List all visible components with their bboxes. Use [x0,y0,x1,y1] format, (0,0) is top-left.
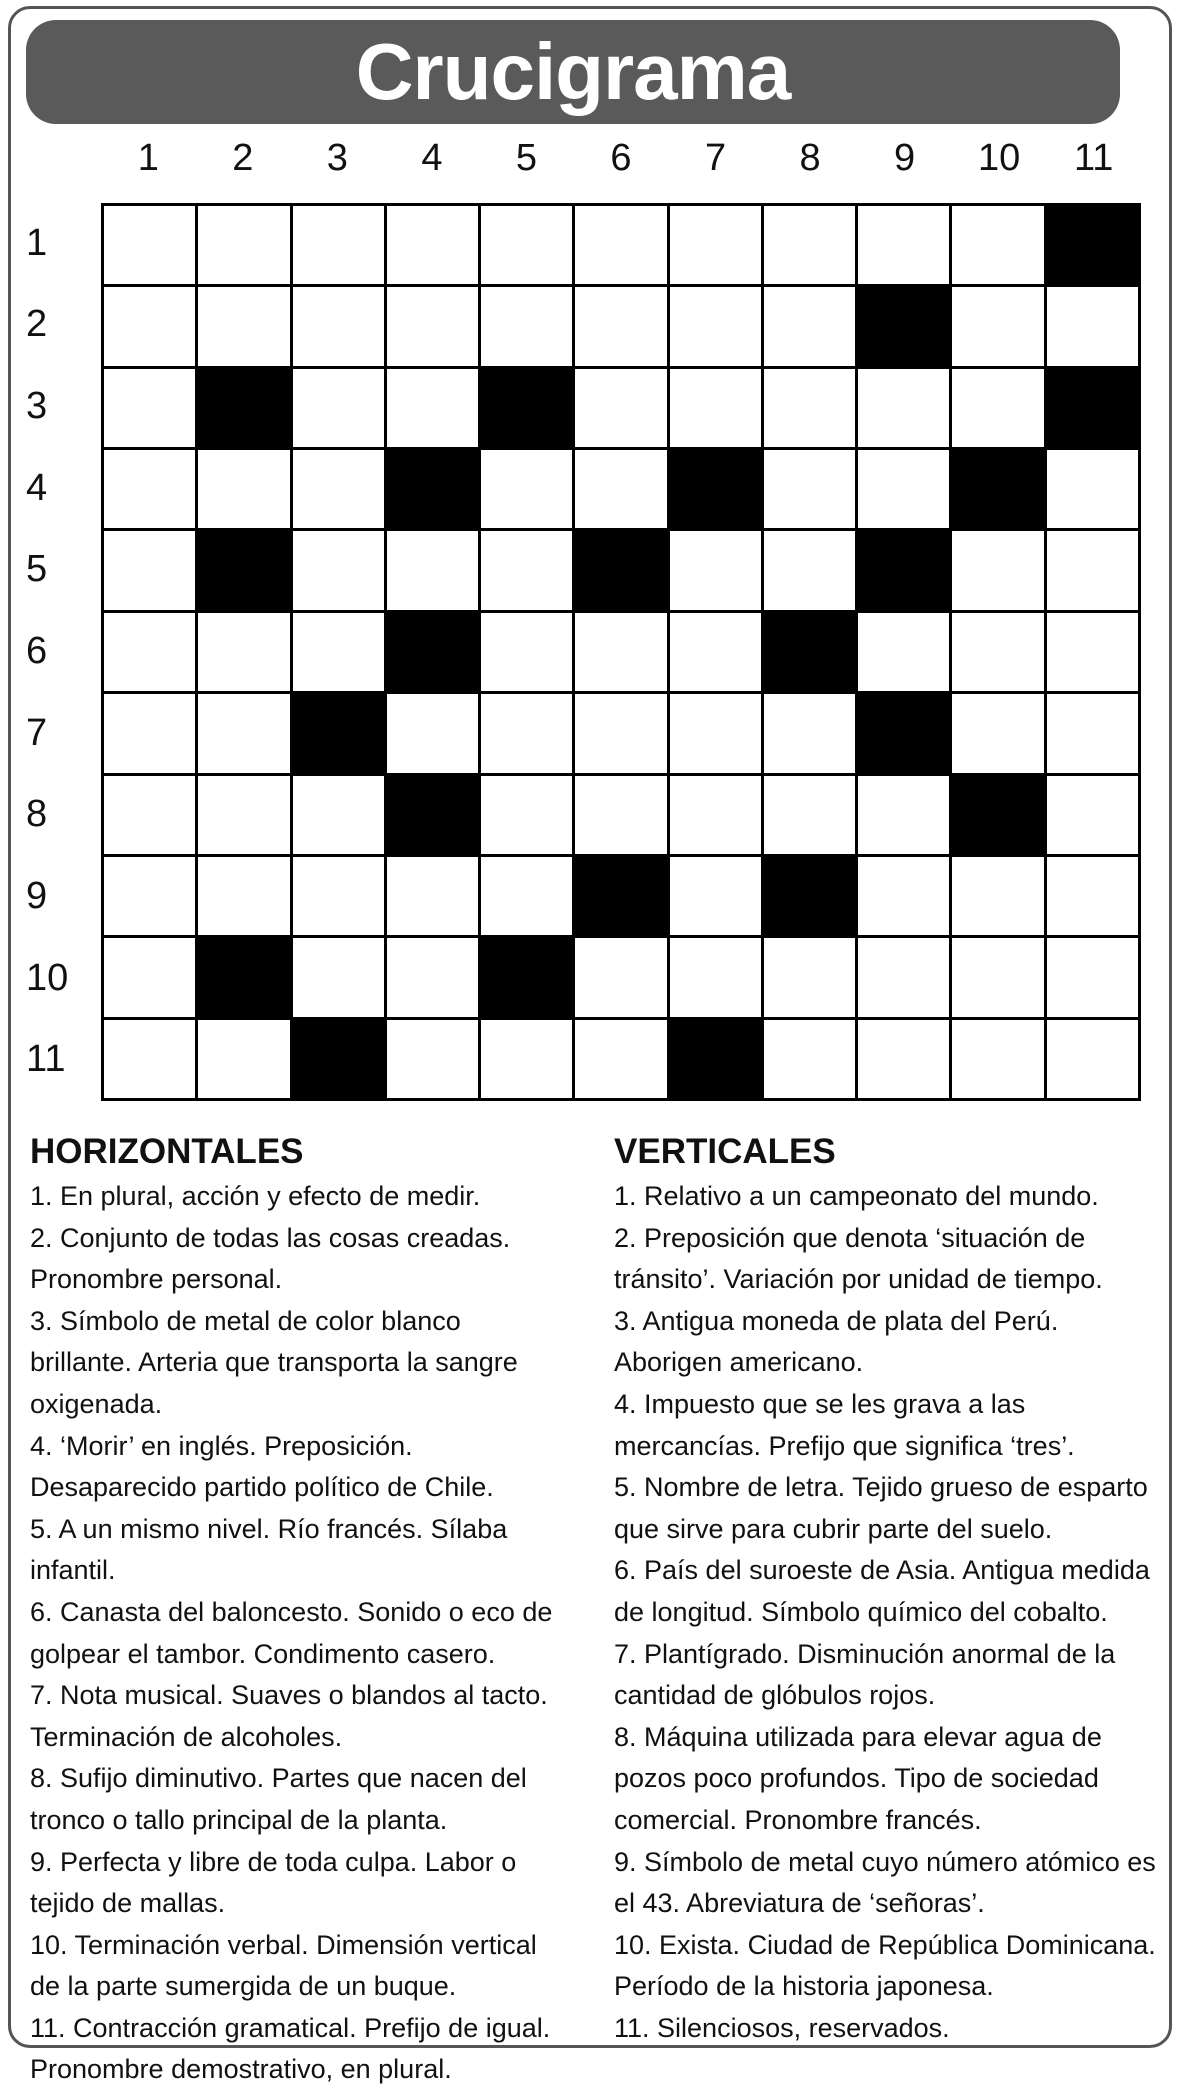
white-cell[interactable] [104,857,195,935]
black-cell [481,938,572,1016]
horizontal-clues [30,1130,570,2091]
white-cell[interactable] [1047,531,1138,609]
white-cell[interactable] [387,1020,478,1098]
white-cell[interactable] [104,369,195,447]
white-cell[interactable] [858,1020,949,1098]
white-cell[interactable] [575,694,666,772]
white-cell[interactable] [952,287,1043,365]
black-cell [198,369,289,447]
clue-v-1: 1. Relativo a un campeonato del mundo. [614,1181,1099,1211]
vertical-clues [614,1130,1159,2049]
clue-h-7: 7. Nota musical. Suaves o blandos al tacto. Terminación de alcoholes. [30,1680,548,1752]
black-cell [858,694,949,772]
black-cell [764,613,855,691]
white-cell[interactable] [104,531,195,609]
white-cell[interactable] [858,776,949,854]
white-cell[interactable] [764,206,855,284]
column-number: 1 [137,137,159,179]
white-cell[interactable] [387,694,478,772]
black-cell [670,1020,761,1098]
column-number: 9 [894,137,916,179]
black-cell [1047,206,1138,284]
white-cell[interactable] [104,694,195,772]
white-cell[interactable] [293,857,384,935]
clue-v-4: 4. Impuesto que se les grava a las mercancías. Prefijo que significa ‘tres’. [614,1388,1075,1461]
row-number: 9 [26,874,48,917]
black-cell [293,1020,384,1098]
black-cell [1047,369,1138,447]
white-cell[interactable] [1047,857,1138,935]
white-cell[interactable] [198,1020,289,1098]
black-cell [952,450,1043,528]
white-cell[interactable] [670,613,761,691]
column-number: 11 [1073,137,1114,179]
white-cell[interactable] [1047,694,1138,772]
clue-v-9: 9. Símbolo de metal cuyo número atómico es el 43. Abreviatura de ‘señoras’. [614,1846,1156,1919]
white-cell[interactable] [293,206,384,284]
black-cell [858,531,949,609]
white-cell[interactable] [481,857,572,935]
white-cell[interactable] [293,938,384,1016]
clue-h-5: 5. A un mismo nivel. Río francés. Sílaba infantil. [30,1513,508,1586]
column-number: 10 [978,137,1021,179]
clue-h-2: 2. Conjunto de todas las cosas creadas. Pronombre personal. [30,1222,511,1295]
white-cell[interactable] [387,857,478,935]
clue-h-6: 6. Canasta del baloncesto. Sonido o eco de golpear el tambor. Condimento casero. [30,1596,553,1669]
white-cell[interactable] [764,531,855,609]
white-cell[interactable] [198,287,289,365]
white-cell[interactable] [481,1020,572,1098]
clue-h-4: 4. ‘Morir’ en inglés. Preposición. Desaparecido partido político de Chile. [30,1430,494,1503]
white-cell[interactable] [575,206,666,284]
black-cell [575,857,666,935]
white-cell[interactable] [575,1020,666,1098]
white-cell[interactable] [104,776,195,854]
horizontal-heading: HORIZONTALES [30,1132,304,1171]
white-cell[interactable] [764,1020,855,1098]
white-cell[interactable] [575,287,666,365]
white-cell[interactable] [764,776,855,854]
white-cell[interactable] [764,694,855,772]
white-cell[interactable] [198,613,289,691]
row-number: 3 [26,385,48,428]
white-cell[interactable] [764,450,855,528]
white-cell[interactable] [670,857,761,935]
black-cell [481,369,572,447]
white-cell[interactable] [104,1020,195,1098]
column-number: 2 [232,137,254,179]
clue-h-9: 9. Perfecta y libre de toda culpa. Labor o tejido de mallas. [30,1846,517,1919]
white-cell[interactable] [104,613,195,691]
black-cell [670,450,761,528]
white-cell[interactable] [104,287,195,365]
white-cell[interactable] [293,531,384,609]
white-cell[interactable] [858,450,949,528]
title-banner [26,20,1120,124]
white-cell[interactable] [293,369,384,447]
white-cell[interactable] [952,1020,1043,1098]
white-cell[interactable] [104,450,195,528]
crossword-grid [101,203,1141,1101]
white-cell[interactable] [764,938,855,1016]
column-number: 5 [515,137,537,179]
column-number: 4 [421,137,443,179]
white-cell[interactable] [104,938,195,1016]
white-cell[interactable] [858,206,949,284]
white-cell[interactable] [387,287,478,365]
black-cell [387,450,478,528]
clue-v-2: 2. Preposición que denota ‘situación de tránsito’. Variación por unidad de tiempo. [614,1222,1103,1295]
vertical-heading: VERTICALES [614,1132,836,1171]
column-number: 7 [704,137,727,179]
white-cell[interactable] [198,450,289,528]
white-cell[interactable] [670,369,761,447]
white-cell[interactable] [952,938,1043,1016]
row-number: 4 [26,466,48,509]
clue-v-6: 6. País del suroeste de Asia. Antigua medida de longitud. Símbolo químico del cobalto. [614,1555,1150,1627]
black-cell [293,694,384,772]
white-cell[interactable] [575,776,666,854]
white-cell[interactable] [952,857,1043,935]
white-cell[interactable] [858,938,949,1016]
white-cell[interactable] [858,369,949,447]
white-cell[interactable] [481,531,572,609]
white-cell[interactable] [198,857,289,935]
black-cell [764,857,855,935]
white-cell[interactable] [481,206,572,284]
white-cell[interactable] [387,369,478,447]
white-cell[interactable] [198,206,289,284]
white-cell[interactable] [387,938,478,1016]
white-cell[interactable] [670,776,761,854]
white-cell[interactable] [670,938,761,1016]
clue-v-11: 11. Silenciosos, reservados. [614,2012,950,2043]
column-number: 3 [326,137,348,179]
white-cell[interactable] [387,531,478,609]
white-cell[interactable] [670,287,761,365]
white-cell[interactable] [481,613,572,691]
black-cell [387,776,478,854]
clue-v-7: 7. Plantígrado. Disminución anormal de la cantidad de glóbulos rojos. [614,1638,1116,1711]
black-cell [952,776,1043,854]
column-numbers [101,137,1141,187]
clue-h-3: 3. Símbolo de metal de color blanco brillante. Arteria que transporta la sangre oxigenada. [30,1305,518,1419]
clue-v-8: 8. Máquina utilizada para elevar agua de pozos poco profundos. Tipo de sociedad comercial. Pronombre francés. [614,1721,1102,1835]
white-cell[interactable] [387,206,478,284]
white-cell[interactable] [293,287,384,365]
white-cell[interactable] [481,287,572,365]
white-cell[interactable] [481,776,572,854]
white-cell[interactable] [764,369,855,447]
white-cell[interactable] [1047,1020,1138,1098]
white-cell[interactable] [858,857,949,935]
white-cell[interactable] [104,206,195,284]
white-cell[interactable] [1047,613,1138,691]
white-cell[interactable] [858,613,949,691]
white-cell[interactable] [575,938,666,1016]
clue-h-10: 10. Terminación verbal. Dimensión vertical de la parte sumergida de un buque. [30,1929,537,2002]
white-cell[interactable] [293,450,384,528]
row-number: 7 [26,711,48,754]
black-cell [198,938,289,1016]
white-cell[interactable] [952,613,1043,691]
clue-v-3: 3. Antigua moneda de plata del Perú. Aborigen americano. [614,1305,1059,1378]
clue-h-11: 11. Contracción gramatical. Prefijo de igual. Pronombre demostrativo, en plural. [30,2012,551,2085]
row-number: 1 [26,221,48,264]
white-cell[interactable] [198,776,289,854]
row-number: 11 [26,1038,66,1081]
white-cell[interactable] [481,694,572,772]
white-cell[interactable] [1047,776,1138,854]
white-cell[interactable] [952,694,1043,772]
white-cell[interactable] [1047,450,1138,528]
white-cell[interactable] [575,369,666,447]
black-cell [387,613,478,691]
column-number: 6 [610,137,632,179]
white-cell[interactable] [481,450,572,528]
white-cell[interactable] [1047,938,1138,1016]
black-cell [858,287,949,365]
row-number: 5 [26,548,48,591]
white-cell[interactable] [575,613,666,691]
white-cell[interactable] [198,694,289,772]
white-cell[interactable] [952,531,1043,609]
white-cell[interactable] [670,694,761,772]
black-cell [575,531,666,609]
clue-h-8: 8. Sufijo diminutivo. Partes que nacen del tronco o tallo principal de la planta. [30,1763,527,1835]
clue-h-1: 1. En plural, acción y efecto de medir. [30,1181,481,1211]
black-cell [198,531,289,609]
white-cell[interactable] [670,206,761,284]
white-cell[interactable] [1047,287,1138,365]
white-cell[interactable] [952,206,1043,284]
row-number: 8 [26,793,48,836]
row-number: 2 [26,303,48,346]
white-cell[interactable] [670,531,761,609]
white-cell[interactable] [952,369,1043,447]
row-numbers [26,203,86,1103]
column-number: 8 [799,137,821,179]
clue-v-10: 10. Exista. Ciudad de República Dominicana. Período de la historia japonesa. [614,1929,1156,2002]
white-cell[interactable] [575,450,666,528]
white-cell[interactable] [293,613,384,691]
clue-v-5: 5. Nombre de letra. Tejido grueso de esparto que sirve para cubrir parte del suelo. [614,1472,1148,1544]
row-number: 6 [26,630,48,672]
white-cell[interactable] [293,776,384,854]
row-number: 10 [26,956,69,999]
page-title: Crucigrama [355,27,791,116]
white-cell[interactable] [764,287,855,365]
